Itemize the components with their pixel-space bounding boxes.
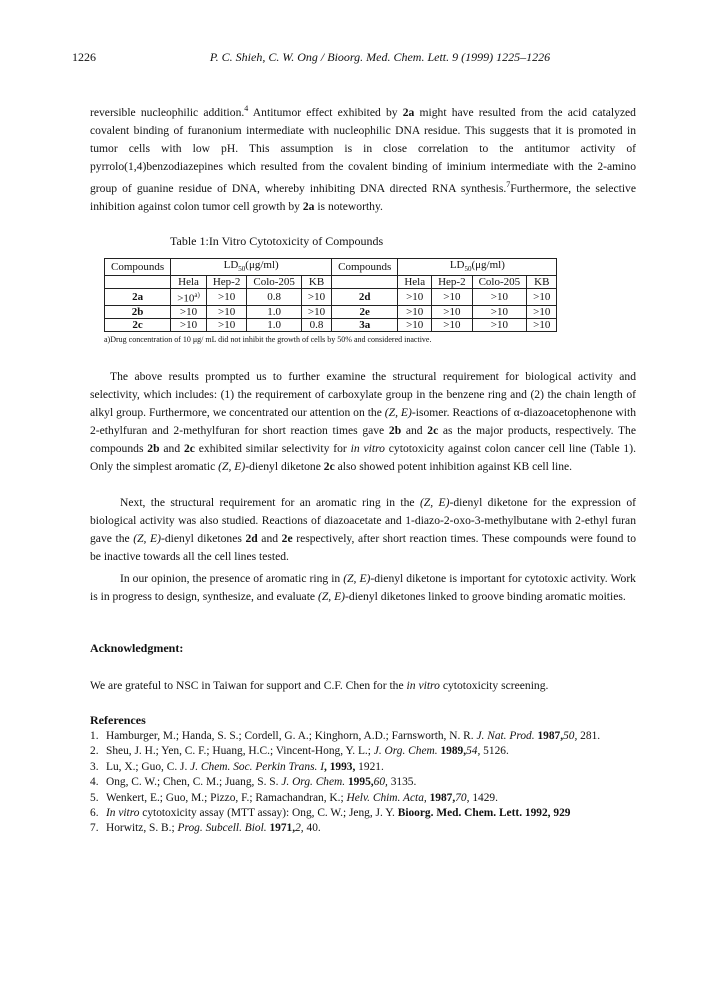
table-footnote: a)Drug concentration of 10 μg/ mL did not inhibit the growth of cells by 50% and considered inactive.	[104, 335, 432, 344]
reference-item: 7. Horwitz, S. B.; Prog. Subcell. Biol. 1971,2, 40.	[90, 822, 321, 835]
column-header: $LD_{50}(\mu g/ml)$	[171, 259, 332, 276]
table-cell: >10	[472, 305, 527, 318]
table-cell: >10	[206, 289, 247, 306]
table-cell	[332, 276, 398, 289]
table-cell: >10	[171, 305, 207, 318]
column-header: Hela	[171, 276, 207, 289]
table-cell	[105, 276, 171, 289]
acknowledgment-heading: Acknowledgment:	[90, 641, 184, 655]
table-cell: >10	[527, 305, 557, 318]
table-cell: >10	[432, 318, 473, 331]
reference-item: 5. Wenkert, E.; Guo, M.; Pizzo, F.; Ramachandran, K.; Helv. Chim. Acta, 1987,70, 1429.	[90, 791, 498, 804]
table-subheader-row	[105, 276, 557, 289]
references-heading: References	[90, 713, 146, 727]
reference-item: 6. In vitro cytotoxicity assay (MTT assay): Ong, C. W.; Jeng, J. Y. Bioorg. Med. Chem. Lett. 1992, 929	[90, 807, 571, 820]
table-cell: >10	[398, 289, 432, 306]
paragraph-4: In our opinion, the presence of aromatic ring in (Z, E)-dienyl diketone is important for cytotoxic activity. Work is in progress to design, synthesize, and evaluate (Z, E)-dienyl diketones linked to groove binding aromatic moities.	[90, 572, 636, 603]
table-cell: >10	[398, 318, 432, 331]
table-cell: >10	[206, 305, 247, 318]
reference-item: 2. Sheu, J. H.; Yen, C. F.; Huang, H.C.; Vincent-Hong, Y. L.; J. Org. Chem. 1989,54, 5126.	[90, 745, 509, 758]
compound-cell: 2a	[105, 289, 171, 306]
column-header: Compounds	[332, 259, 398, 276]
table-caption: Table 1:In Vitro Cytotoxicity of Compounds	[170, 234, 384, 248]
column-header: Colo-205	[247, 276, 302, 289]
paragraph-1: reversible nucleophilic addition.$^4$ Antitumor effect exhibited by 2a might have resulted from the acid catalyzed covalent binding of furanonium intermediate with nucleophilic DNA residue. This suggests that it is promoted in tumor cells with low pH. This assumption is in close correlation to the antitumor activity of pyrrolo(1,4)benzodiazepines which resulted from the covalent binding of iminium intermediate with the 2-amino group of guanine residue of DNA, whereby inhibiting DNA directed RNA synthesis.$^7$Furthermore, the selective inhibition against colon tumor cell growth by 2a is noteworthy.	[90, 104, 636, 213]
column-header: Colo-205	[472, 276, 527, 289]
page-number: 1226	[72, 50, 96, 64]
compound-cell: 2b	[105, 305, 171, 318]
table-row	[105, 318, 557, 331]
column-header: Compounds	[105, 259, 171, 276]
table-row	[105, 289, 557, 306]
compound-cell: 3a	[332, 318, 398, 331]
column-header: $LD_{50}(\mu g/ml)$	[398, 259, 557, 276]
table-cell: >10	[206, 318, 247, 331]
column-header: Hela	[398, 276, 432, 289]
table-cell: >10	[301, 289, 331, 306]
table-cell: >10	[398, 305, 432, 318]
table-cell: >10	[527, 289, 557, 306]
column-header: KB	[301, 276, 331, 289]
column-header: Hep-2	[432, 276, 473, 289]
table-cell: >10	[432, 289, 473, 306]
table-cell: >10	[472, 289, 527, 306]
acknowledgment-text: We are grateful to NSC in Taiwan for support and C.F. Chen for the in vitro cytotoxicity screening.	[90, 679, 549, 692]
table-header-row	[105, 259, 557, 276]
table-cell: >10	[472, 318, 527, 331]
table-cell: $>10^{a)}$	[171, 289, 207, 306]
paragraph-2: The above results prompted us to further examine the structural requirement for biological activity and selectivity, which includes: (1) the requirement of carboxylate group in the benzene ring and (2) the chain length of alkyl group. Furthermore, we concentrated our attention on the (Z, E)-isomer. Reactions of α-diazoacetophenone with 2-ethylfuran and 2-methylfuran for short reaction times gave 2b and 2c as the major products, respectively. The compounds 2b and 2c exhibited similar selectivity for in vitro cytotoxicity against colon cancer cell line (Table 1). Only the simplest aromatic (Z, E)-dienyl diketone 2c also showed potent inhibition against KB cell line.	[90, 370, 636, 473]
running-head: P. C. Shieh, C. W. Ong / Bioorg. Med. Chem. Lett. 9 (1999) 1225–1226	[209, 50, 551, 64]
table-cell: 0.8	[301, 318, 331, 331]
table-cell: >10	[171, 318, 207, 331]
table-cell: >10	[527, 318, 557, 331]
table-cell: >10	[432, 305, 473, 318]
paragraph-3: Next, the structural requirement for an aromatic ring in the (Z, E)-dienyl diketone for the expression of biological activity was also studied. Reactions of diazoacetate and 1-diazo-2-oxo-3-methylbutane with 2-ethyl furan gave the (Z, E)-dienyl diketones 2d and 2e respectively, after short reaction times. These compounds were found to be inactive towards all the cell lines tested.	[90, 496, 636, 563]
compound-cell: 2c	[105, 318, 171, 331]
compound-cell: 2d	[332, 289, 398, 306]
table-cell: >10	[301, 305, 331, 318]
reference-item: 1. Hamburger, M.; Handa, S. S.; Cordell, G. A.; Kinghorn, A.D.; Farnsworth, N. R. J. Nat. Prod. 1987,50, 281.	[90, 730, 601, 742]
cytotoxicity-table	[104, 258, 557, 332]
column-header: KB	[527, 276, 557, 289]
reference-list	[90, 729, 640, 837]
table-row	[105, 305, 557, 318]
reference-item: 3. Lu, X.; Guo, C. J. J. Chem. Soc. Perkin Trans. I, 1993, 1921.	[90, 760, 384, 773]
table-cell: 1.0	[247, 318, 302, 331]
table-cell: 0.8	[247, 289, 302, 306]
table-cell: 1.0	[247, 305, 302, 318]
compound-cell: 2e	[332, 305, 398, 318]
column-header: Hep-2	[206, 276, 247, 289]
reference-item: 4. Ong, C. W.; Chen, C. M.; Juang, S. S. J. Org. Chem. 1995,60, 3135.	[90, 776, 417, 789]
